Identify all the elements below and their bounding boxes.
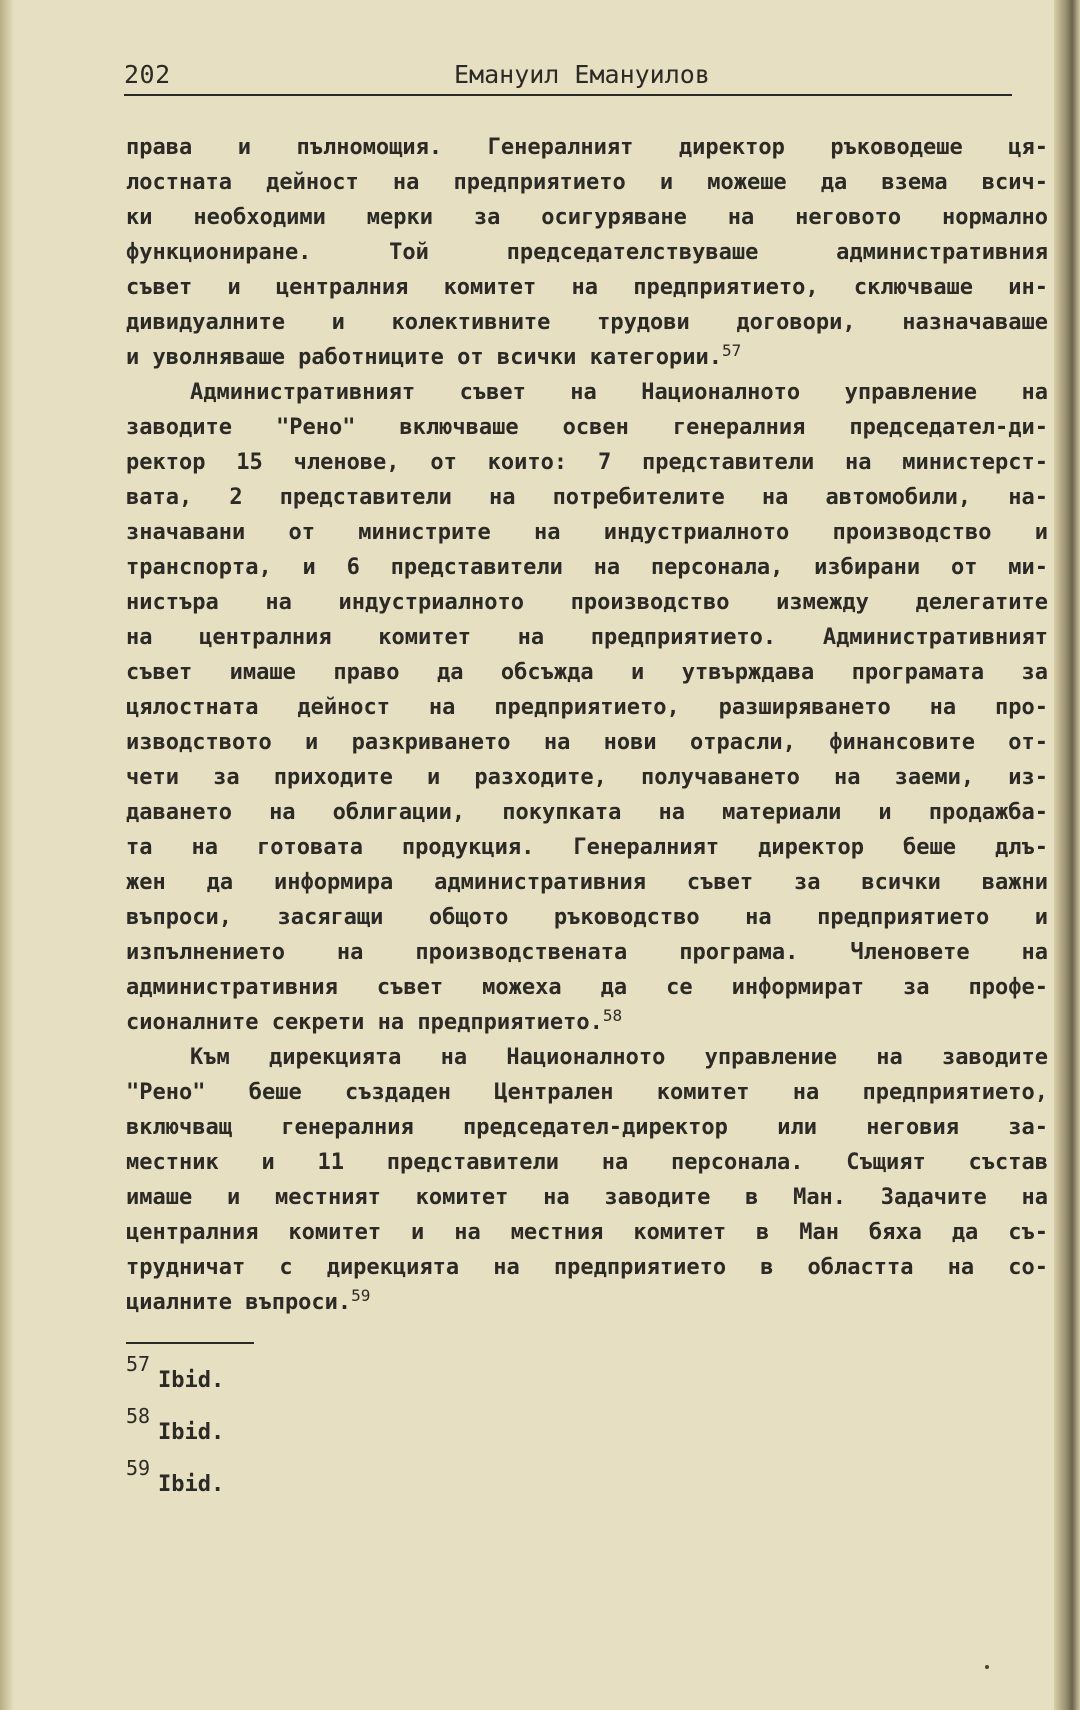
text-line: права и пълномощия. Генералният директор ръководеше ця- (126, 135, 1048, 160)
text-line: нистъра на индустриалното производство измежду делегатите (126, 590, 1048, 615)
text-line: лостната дейност на предприятието и можеше да взема всич- (126, 170, 1048, 195)
text-line: трудничат с дирекцията на предприятието в областта на со- (126, 1255, 1048, 1280)
page-left-shadow (0, 0, 14, 1710)
text-line: централния комитет и на местния комитет в Ман бяха да съ- (126, 1220, 1048, 1245)
text-line: и уволняваше работниците от всички категории.$^{57}$ (126, 341, 742, 370)
text-line: сионалните секрети на предприятието.$^{58}$ (126, 1006, 623, 1035)
text-line: имаше и местният комитет на заводите в Ман. Задачите на (126, 1185, 1048, 1210)
text-line: административния съвет можеха да се информират за профе- (126, 975, 1048, 1000)
body-text (126, 130, 1048, 1320)
text-line: включващ генералния председател-директор или неговия за- (126, 1115, 1048, 1140)
page-right-edge (1054, 0, 1080, 1710)
footnote-number: 59 (126, 1456, 151, 1480)
footnote-text: Ibid. (158, 1368, 225, 1393)
footnote-text: Ibid. (158, 1472, 225, 1497)
text-line: изпълнението на производствената програма. Членовете на (126, 940, 1048, 965)
text-line: чети за приходите и разходите, получаването на заеми, из- (126, 765, 1048, 790)
footnote (126, 1404, 526, 1456)
text-line: на централния комитет на предприятието. Административният (126, 625, 1048, 650)
text-line: ки необходими мерки за осигуряване на неговото нормално (126, 205, 1048, 230)
text-line: даването на облигации, покупката на материали и продажба- (126, 800, 1048, 825)
text-line: въпроси, засягащи общото ръководство на предприятието и (126, 905, 1048, 930)
footnote-ref: 57 (722, 341, 742, 360)
text-line: транспорта, и 6 представители на персонала, избирани от ми- (126, 555, 1048, 580)
footnote-number: 57 (126, 1352, 151, 1376)
text-line: Административният съвет на Националното управление на (190, 380, 1048, 405)
page-number: 202 (124, 60, 171, 89)
text-line: ректор 15 членове, от които: 7 представители на министерст- (126, 450, 1048, 475)
text-line: значавани от министрите на индустриалното производство и (126, 520, 1048, 545)
header-rule (124, 94, 1012, 96)
text-line: жен да информира административния съвет за всички важни (126, 870, 1048, 895)
text-line: циалните въпроси.$^{59}$ (126, 1286, 371, 1315)
text-line: съвет имаше право да обсъжда и утвърждава програмата за (126, 660, 1048, 685)
footnote (126, 1352, 526, 1404)
text-line: вата, 2 представители на потребителите на автомобили, на- (126, 485, 1048, 510)
text-line: функциониране. Той председателствуваше административния (126, 240, 1048, 265)
text-line: изводството и разкриването на нови отрасли, финансовите от- (126, 730, 1048, 755)
page-header (124, 60, 1012, 94)
text-line: местник и 11 представители на персонала. Същият състав (126, 1150, 1048, 1175)
footnote-ref: 59 (351, 1286, 371, 1305)
footnotes (126, 1352, 526, 1508)
text-line: "Рено" беше създаден Централен комитет на предприятието, (126, 1080, 1048, 1105)
footnote-rule (126, 1342, 254, 1344)
footnote (126, 1456, 526, 1508)
text-line: съвет и централния комитет на предприятието, сключваше ин- (126, 275, 1048, 300)
text-line: Към дирекцията на Националното управление на заводите (190, 1045, 1048, 1070)
footnote-text: Ibid. (158, 1420, 225, 1445)
text-line: заводите "Рено" включваше освен генералния председател-ди- (126, 415, 1048, 440)
text-line: дивидуалните и колективните трудови договори, назначаваше (126, 310, 1048, 335)
footnote-ref: 58 (602, 1006, 623, 1025)
footnote-number: 58 (126, 1404, 151, 1428)
text-line: цялостната дейност на предприятието, разширяването на про- (126, 695, 1048, 720)
running-head: Емануил Емануилов (454, 60, 710, 89)
paper-speck (985, 1665, 989, 1669)
text-line: та на готовата продукция. Генералният директор беше длъ- (126, 835, 1048, 860)
